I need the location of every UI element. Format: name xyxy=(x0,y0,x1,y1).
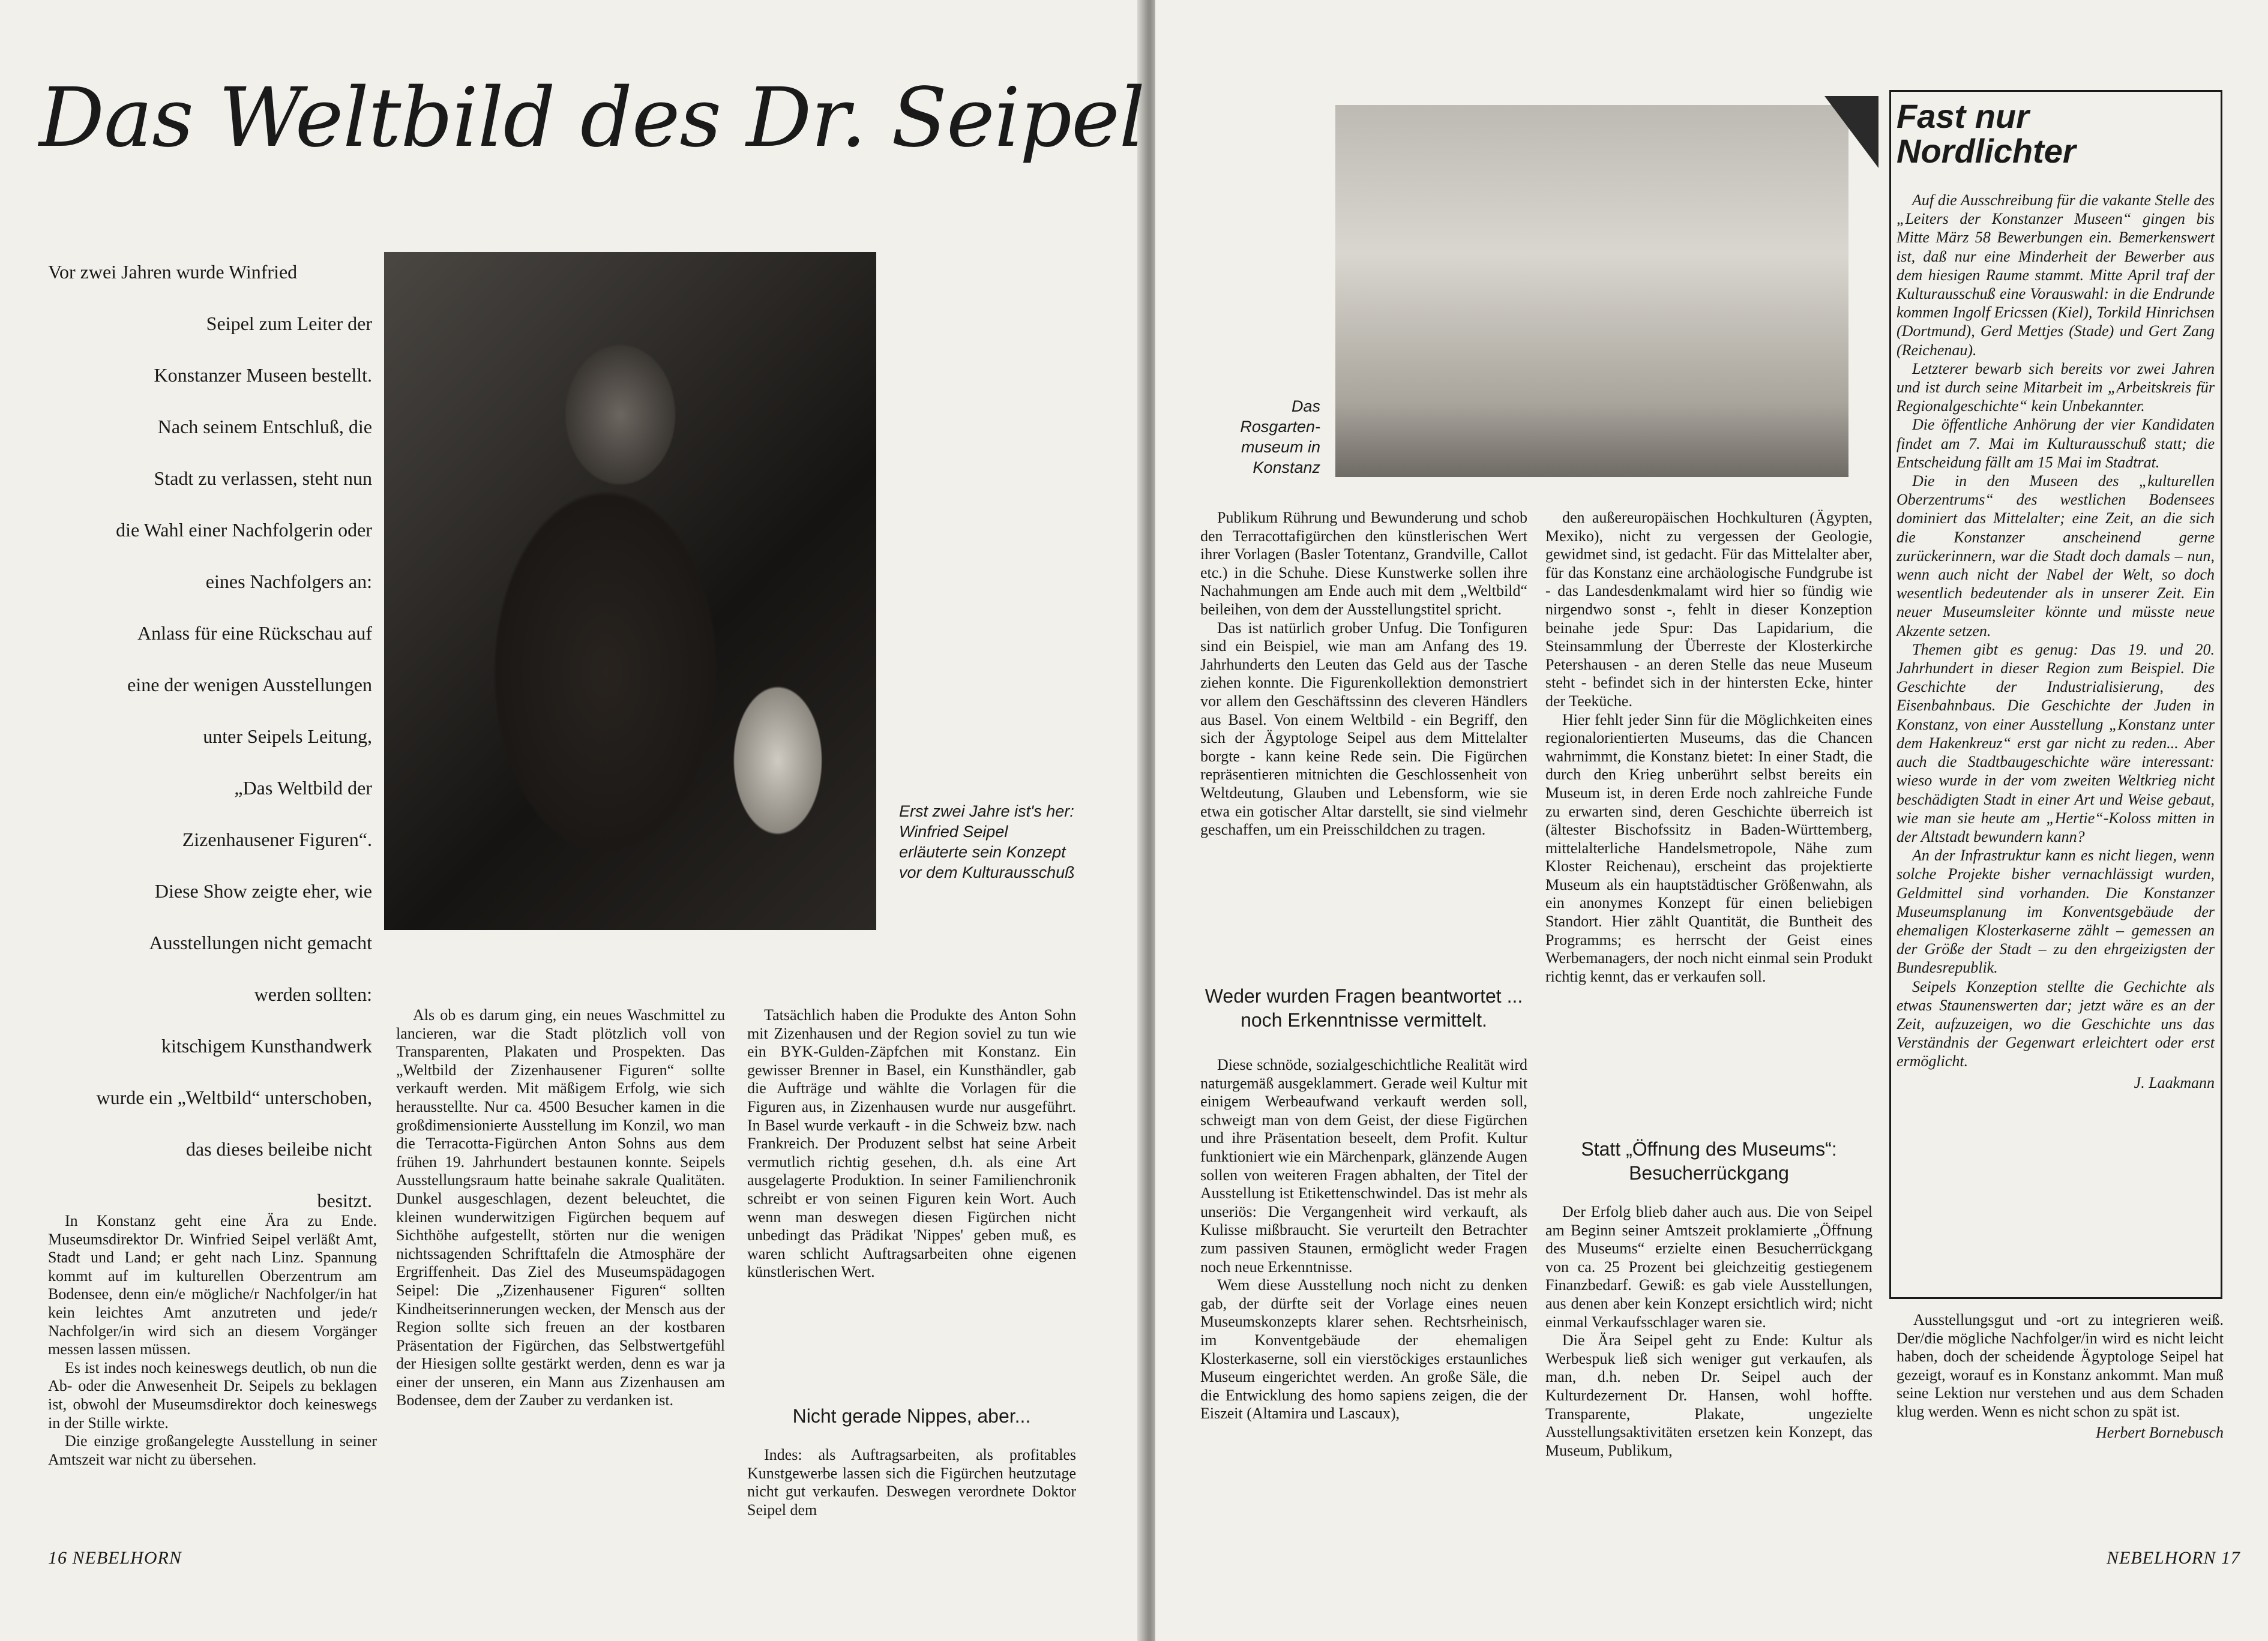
author-signature: J. Laakmann xyxy=(2134,1073,2215,1091)
paragraph: In Konstanz geht eine Ära zu Ende. Museumsdirektor Dr. Winfried Seipel verläßt Amt, Stadt und Land; er geht nach Linz. Spannung kommt auf im kulturellen Oberzentrum am Bodensee, denn ein/e mögliche/r Nachfolger/in hat kein leichtes Amt anzutreten und jede/r Nachfolger/in wird sich an diesem Vorgänger messen lassen müssen. xyxy=(48,1212,377,1358)
paragraph: Wem diese Ausstellung noch nicht zu denken gab, der dürfte seit der Vorlage eines neuen Museumskonzepts klarer sehen. Rechtsrheinisch, im Konventgebäude der ehemaligen Klosterkaserne, soll ein vierstöckiges erstaunliches Museum eingerichtet werden. An große Säle, die die Entwicklung des homo sapiens zeigen, die der Eiszeit (Altamira und Lascaux), xyxy=(1200,1276,1527,1423)
paragraph: Das ist natürlich grober Unfug. Die Tonfiguren sind ein Beispiel, wie man am Anfang des 19. Jahrhunderts den Leuten das Geld aus der Tasche ziehen konnte. Die Figurenkollektion demonstriert vor allem den Geschäftssinn des cleveren Händlers aus Basel. Von einem Weltbild - ein Begriff, den sich der Ägyptologe Seipel aus dem Mittelalter borgte - kann keine Rede sein. Die Figürchen repräsentieren mitnichten die Geschlossenheit von Weltdeutung, Glauben und Lebensform, wie sie etwa ein gotischer Altar darstellt, sie sind vielmehr geschaffen, um ein Preisschildchen zu tragen. xyxy=(1200,619,1527,839)
street-photo xyxy=(1335,105,1848,477)
portrait-photo xyxy=(384,252,876,930)
paragraph: Die einzige großangelegte Ausstellung in seiner Amtszeit war nicht zu übersehen. xyxy=(48,1432,377,1468)
lead-line: Seipel zum Leiter der xyxy=(206,313,372,334)
sidebar-title-line1: Fast nur xyxy=(1897,97,2029,135)
left-column-1 xyxy=(48,1212,377,1469)
sidebar-title xyxy=(1897,99,2076,169)
sidebar-title-line2: Nordlichter xyxy=(1897,132,2076,170)
folio-left: 16 NEBELHORN xyxy=(48,1548,182,1568)
paragraph: Die Ära Seipel geht zu Ende: Kultur als Werbespuk ließ sich weniger gut verkaufen, als man, d.h. neben Dr. Seipel auch der Kulturdezernent Dr. Hansen, wohl hoffte. Transparente, Plakate, ungezielte Ausstellungsaktivitäten ersetzen kein Konzept, das Museum, Publikum, xyxy=(1545,1331,1872,1459)
lead-line: Nach seinem Entschluß, die xyxy=(157,416,372,437)
paragraph: Die öffentliche Anhörung der vier Kandidaten findet am 7. Mai im Kulturausschuß statt; die Entscheidung fällt am 15 Mai im Stadtrat. xyxy=(1897,416,2215,471)
lead-line: Anlass für eine Rückschau auf xyxy=(137,622,372,644)
paragraph: Als ob es darum ging, ein neues Waschmittel zu lancieren, war die Stadt plötzlich voll von Transparenten, Plakaten und Prospekten. Das „Weltbild der Zizenhausener Figuren“ sollte verkauft werden. Mit mäßigem Erfolg, wie sich herausstellte. Nur ca. 4500 Besucher kamen in die großdimensionierte Ausstellung im Konzil, wo man die Terracotta-Figürchen Anton Sohns aus dem frühen 19. Jahrhundert bestaunen konnte. Seipels Ausstellungsraum hatte beinahe sakrale Qualitäten. Dunkel ausgeschlagen, dezent beleuchtet, die kleinen wunderwitzigen Figürchen bequem auf Sichthöhe aufgestellt, störten nur die wenigen nichtssagenden Schrifttafeln die Atmosphäre der Ergriffenheit. Das Ziel des Museumspädagogen Seipel: Die „Zizenhausener Figuren“ sollten Kindheitserinnerungen wecken, der Mensch aus der Region sollte sich freuen an der kostbaren Präsentation der Figürchen, das Selbstwertgefühl der Hiesigen sollte gestärkt werden, denn es war ja einer der unseren, ein Mann aus Zizenhausen am Bodensee, dem der Zauber zu verdanken ist. xyxy=(396,1006,725,1409)
paragraph: Hier fehlt jeder Sinn für die Möglichkeiten eines regionalorientierten Museums, das die Chancen wahrnimmt, die Konstanz bietet: In einer Stadt, die durch den Krieg unberührt selbst bereits ein Museum ist, in deren Erde noch zahlreiche Funde zu erwarten sind, deren Geschichte überreich ist (ältester Bischofssitz in Baden-Württemberg, mittelalterliche Handelsmetropole, Nähe zum Kloster Reichenau), erscheint das projektierte Museum als ein hauptstädtischer Größenwahn, als ein anonymes Konzept für einen beliebigen Standort. Hier zählt Quantität, die Buntheit des Programms; es herrscht der Geist eines Werbemanagers, der noch nicht einmal sein Produkt richtig kennt, das er verkaufen soll. xyxy=(1545,710,1872,985)
folio-right: NEBELHORN 17 xyxy=(2107,1548,2240,1568)
lead-line: Zizenhausener Figuren“. xyxy=(182,829,372,850)
subhead-fragen: Weder wurden Fragen beantwortet ... noch Erkenntnisse vermittelt. xyxy=(1205,985,1523,1031)
paragraph: An der Infrastruktur kann es nicht liegen, wenn solche Projekte bisher vernachlässigt wurden, Geldmittel sind vorhanden. Die Konstanzer Museumsplanung im Konventsgebäude der ehemaligen Klosterkaserne zählt – gemessen an der Größe der Stadt – zu den ehrgeizigsten der Bundesrepublik. xyxy=(1897,847,2215,977)
subhead-statt: Statt „Öffnung des Museums“: Besucherrückgang xyxy=(1581,1138,1837,1184)
headline: Das Weltbild des Dr. Seipel xyxy=(39,71,1145,166)
subhead-nippes: Nicht gerade Nippes, aber... xyxy=(792,1405,1031,1427)
author-signature: Herbert Bornebusch xyxy=(2095,1423,2224,1441)
lead-line: werden sollten: xyxy=(254,983,372,1005)
lead-line: Stadt zu verlassen, steht nun xyxy=(154,467,372,489)
right-column-2b xyxy=(1545,1203,1872,1460)
left-column-2 xyxy=(396,1006,725,1410)
paragraph: Letzterer bewarb sich bereits vor zwei Jahren und ist durch seine Mitarbeit im „Arbeitskreis für Regionalgeschichte“ kein Unbekannter. xyxy=(1897,359,2215,415)
lead-line: kitschigem Kunsthandwerk xyxy=(161,1035,372,1057)
right-column-1a xyxy=(1200,509,1527,839)
lead-line: eines Nachfolgers an: xyxy=(205,571,372,592)
left-column-3 xyxy=(747,1006,1076,1282)
paragraph: Publikum Rührung und Bewunderung und schob den Terracottafigürchen den künstlerischen Wert ihrer Vorlagen (Basler Totentanz, Grandville, Callot etc.) in die Schuhe. Diese Kunstwerke sollen ihre Nachahmungen am Ende auch mit dem „Weltbild“ beileihen, von dem der Ausstellungstitel spricht. xyxy=(1200,509,1527,618)
paragraph: Der Erfolg blieb daher auch aus. Die von Seipel am Beginn seiner Amtszeit proklamierte „Öffnung des Museums“ erzielte einen Besucherrückgang von ca. 25 Prozent bei gleichzeitig gestiegenem Finanzbedarf. Gewiß: es gab viele Ausstellungen, aus denen aber kein Konzept ersichtlich wird; nicht einmal Verkaufsschlager waren sie. xyxy=(1545,1203,1872,1331)
portrait-caption: Erst zwei Jahre ist's her: Winfried Seipel erläuterte sein Konzept vor dem Kulturausschuß xyxy=(899,802,1075,881)
lead-line: das dieses beileibe nicht xyxy=(185,1138,372,1160)
paragraph: Die in den Museen des „kulturellen Oberzentrums“ des westlichen Bodensees dominiert das Mittelalter; eine Zeit, an die sich die Konstanzer anscheinend gerne zurückerinnern, war die Stadt doch damals – nun, wenn auch nicht der Nabel der Welt, so doch wesentlich bedeutender als in unserer Zeit. Ein neuer Museumsleiter könnte und müsste neue Akzente setzen. xyxy=(1897,472,2215,640)
lead-line: eine der wenigen Ausstellungen xyxy=(127,674,372,695)
paragraph: Auf die Ausschreibung für die vakante Stelle des „Leiters der Konstanzer Museen“ gingen bis Mitte März 58 Bewerbungen ein. Bemerkenswert ist, daß nur eine Minderheit der Bewerber aus dem hiesigen Raume stammt. Mitte April traf der Kulturausschuß eine Vorauswahl: in die Endrunde kommen Ingolf Ericssen (Kiel), Torkild Hinrichsen (Dortmund), Gerd Mettjes (Stade) und Gert Zang (Reichenau). xyxy=(1897,191,2215,359)
paragraph: Diese schnöde, sozialgeschichtliche Realität wird naturgemäß ausgeklammert. Gerade weil Kultur mit einigem Werbeaufwand verkauft werden soll, schweigt man von dem Geist, der diese Figürchen und ihre Präsentation beseelt, dem Profit. Kultur funktioniert wie ein Märchenpark, glänzende Augen sollen von weiteren Fragen abhalten, der Titel der Ausstellung ist Etikettenschwindel. Das ist mehr als unseriös: Die Vergangenheit wird verkauft, als Kulisse mißbraucht. Sie verurteilt den Betrachter zum passiven Staunen, ermöglicht weder Fragen noch neue Erkenntnisse. xyxy=(1200,1056,1527,1276)
lead-text xyxy=(48,246,372,1226)
lead-line: die Wahl einer Nachfolgerin oder xyxy=(116,519,372,541)
lead-line: Diese Show zeigte eher, wie xyxy=(154,880,372,902)
paragraph: Themen gibt es genug: Das 19. und 20. Jahrhundert in dieser Region zum Beispiel. Die Geschichte der Industrialisierung, des Eisenbahnbaus. Die Geschichte der Juden in Konstanz, von einer Ausstellung „Konstanz unter dem Hakenkreuz“ erst gar nicht zu reden... Aber auch die Stadtbaugeschichte wäre interessant: wieso wurde in der vom zweiten Weltkrieg nicht beschädigten Stadt in einer Art und Weise gebaut, wie man sie heute am „Hertie“-Koloss mitten in der Altstadt bewundern kann? xyxy=(1897,640,2215,845)
paragraph: Tatsächlich haben die Produkte des Anton Sohn mit Zizenhausen und der Region soviel zu tun wie ein BYK-Gulden-Zäpfchen mit Konstanz. Ein gewisser Brenner in Basel, ein Kunsthändler, gab die Aufträge und wählte die Vorlagen für die Figuren aus, in Zizenhausen wurde nur ausgeführt. In Basel wurde verkauft - in die Schweiz bzw. nach Frankreich. Der Produzent selbst hat seine Arbeit vermutlich richtig gesehen, d.h. als eine Art ausgelagerte Produktion. In seiner Familienchronik schreibt er von seinen Figuren kein Wort. Auch wenn man deswegen diesen Figürchen nicht unbedingt das Prädikat 'Nippes' geben muß, es waren schlicht Auftragsarbeiten ohne eigenen künstlerischen Wert. xyxy=(747,1006,1076,1281)
lead-line: Ausstellungen nicht gemacht xyxy=(149,932,372,953)
sidebar-body xyxy=(1897,191,2215,1092)
street-caption: Das Rosgarten-museum in Konstanz xyxy=(1240,397,1320,476)
paragraph: Ausstellungsgut und -ort zu integrieren weiß. Der/die mögliche Nachfolger/in wird es nicht leicht haben, doch der scheidende Ägyptologe Seipel hat gezeigt, worauf es in Konstanz ankommt. Man muß seine Lektion nur verstehen und aus dem Schaden klug werden. Wenn es nicht schon zu spät ist. xyxy=(1897,1311,2224,1420)
lead-line: „Das Weltbild der xyxy=(234,777,372,799)
lead-line: unter Seipels Leitung, xyxy=(203,725,372,747)
paragraph: Es ist indes noch keineswegs deutlich, ob nun die Ab- oder die Anwesenheit Dr. Seipels zu beklagen ist, obwohl der Museumsdirektor doch keineswegs in der Stille wirkte. xyxy=(48,1358,377,1432)
left-column-3b xyxy=(747,1446,1076,1519)
paragraph: Seipels Konzeption stellte die Gechichte als etwas Staunenswerten dar; jetzt wäre es an der Zeit, aufzuzeigen, wo die Geschichte uns das Verständnis der Gegenwart erleichtert oder erst ermöglicht. xyxy=(1897,977,2215,1070)
paragraph: Indes: als Auftragsarbeiten, als profitables Kunstgewerbe lassen sich die Figürchen heutzutage nicht gut verkaufen. Deswegen verordnete Doktor Seipel dem xyxy=(747,1446,1076,1519)
paragraph: den außereuropäischen Hochkulturen (Ägypten, Mexiko), nicht zu vergessen der Geologie, gewidmet sind, ist gedacht. Für das Mittelalter aber, für das Konstanz eine archäologische Fundgrube ist - das Landesdenkmalamt wird hier so fündig wie nirgendwo sonst -, fehlt in dieser Konzeption beinahe jede Spur: Das Lapidarium, die Steinsammlung der Überreste der Klosterkirche Petershausen - an deren Stelle das neue Museum steht - befindet sich in der hintersten Ecke, hinter der Teeküche. xyxy=(1545,509,1872,710)
lead-line: wurde ein „Weltbild“ unterschoben, xyxy=(96,1087,372,1108)
lead-line: besitzt. xyxy=(317,1190,372,1211)
lead-line: Vor zwei Jahren wurde Winfried xyxy=(48,261,298,283)
right-column-2a xyxy=(1545,509,1872,986)
lead-line: Konstanzer Museen bestellt. xyxy=(154,364,372,386)
right-column-1b xyxy=(1200,1056,1527,1423)
right-column-3 xyxy=(1897,1311,2224,1442)
